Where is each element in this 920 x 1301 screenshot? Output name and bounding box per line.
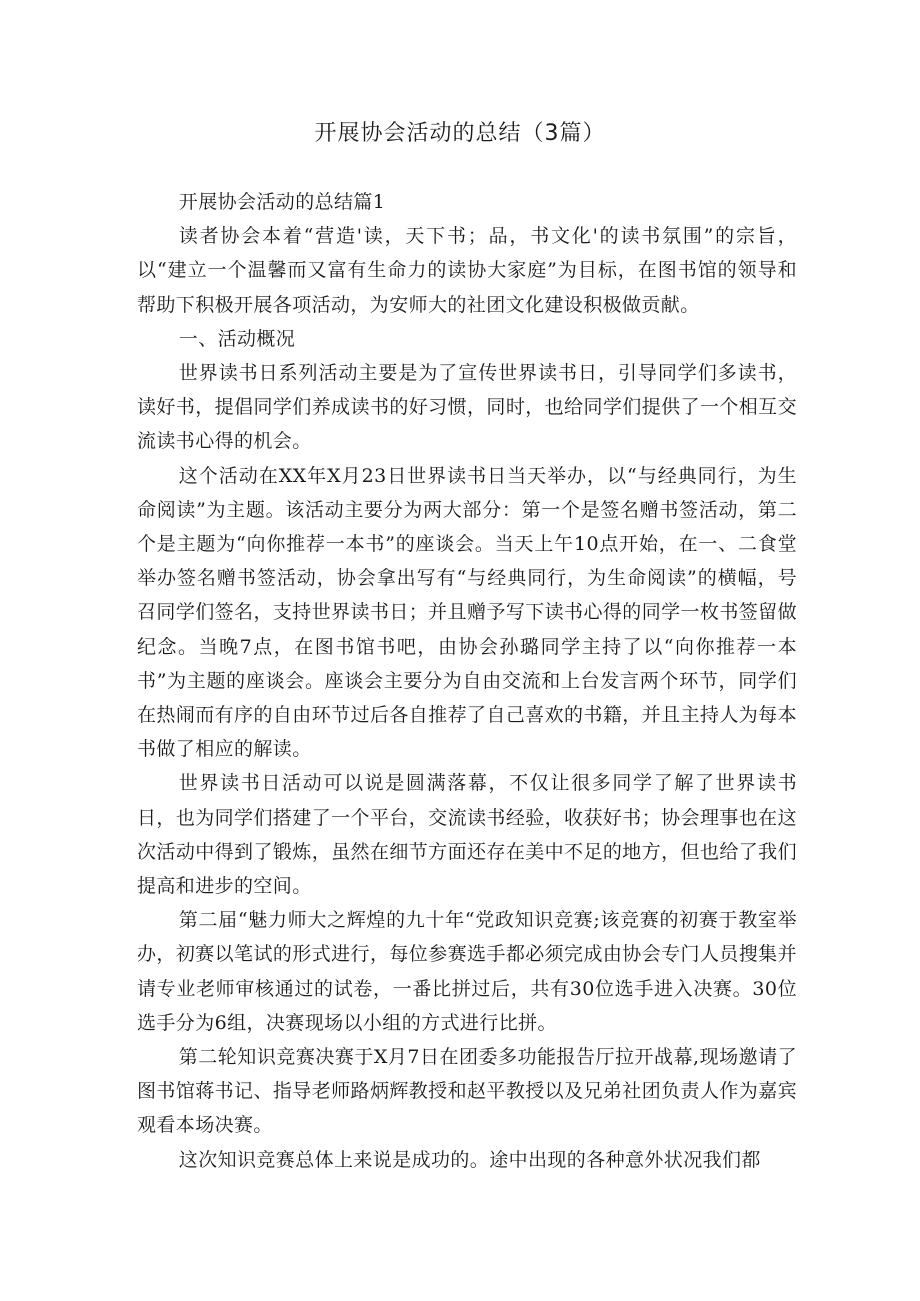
document-title: 开展协会活动的总结（3篇） [314,121,606,146]
paragraph: 这个活动在XX年X月23日世界读书日当天举办，以“与经典同行，为生命阅读”为主题。该活动主要分为两大部分：第一个是签名赠书签活动，第二个是主题为“向你推荐一本书”的座谈会。当天上午10点开始，在一、二食堂举办签名赠书签活动，协会拿出写有“与经典同行，为生命阅读”的横幅，号召同学们签名，支持世界读书日；并且赠予写下读书心得的同学一枚书签留做纪念。当晚7点，在图书馆书吧，由协会孙璐同学主持了以“向你推荐一本书”为主题的座谈会。座谈会主要分为自由交流和上台发言两个环节，同学们在热闹而有序的自由环节过后各自推荐了自己喜欢的书籍，并且主持人为每本书做了相应的解读。 [137,464,797,761]
paragraph: 读者协会本着“营造'读，天下书；品，书文化'的读书氛围”的宗旨，以“建立一个温馨而又富有生命力的读协大家庭”为目标，在图书馆的领导和帮助下积极开展各项活动，为安师大的社团文化建设积极做贡献。 [137,225,797,316]
document-body [137,185,797,1177]
paragraph: 世界读书日系列活动主要是为了宣传世界读书日，引导同学们多读书，读好书，提倡同学们养成读书的好习惯，同时，也给同学们提供了一个相互交流读书心得的机会。 [137,362,797,453]
paragraph: 世界读书日活动可以说是圆满落幕，不仅让很多同学了解了世界读书日，也为同学们搭建了一个平台，交流读书经验，收获好书；协会理事也在这次活动中得到了锻炼，虽然在细节方面还存在美中不足的地方，但也给了我们提高和进步的空间。 [137,772,797,898]
subheading: 一、活动概况 [178,327,296,350]
section-heading: 开展协会活动的总结篇1 [178,191,386,213]
paragraph: 第二届“魅力师大之辉煌的九十年“党政知识竞赛;该竞赛的初赛于教室举办，初赛以笔试的形式进行，每位参赛选手都必须完成由协会专门人员搜集并请专业老师审核通过的试卷，一番比拼过后，共有30位选手进入决赛。30位选手分为6组，决赛现场以小组的方式进行比拼。 [137,909,797,1034]
paragraph: 这次知识竞赛总体上来说是成功的。途中出现的各种意外状况我们都 [178,1148,761,1171]
paragraph: 第二轮知识竞赛决赛于X月7日在团委多功能报告厅拉开战幕,现场邀请了图书馆蒋书记、指导老师路炳辉教授和赵平教授以及兄弟社团负责人作为嘉宾观看本场决赛。 [137,1046,797,1137]
